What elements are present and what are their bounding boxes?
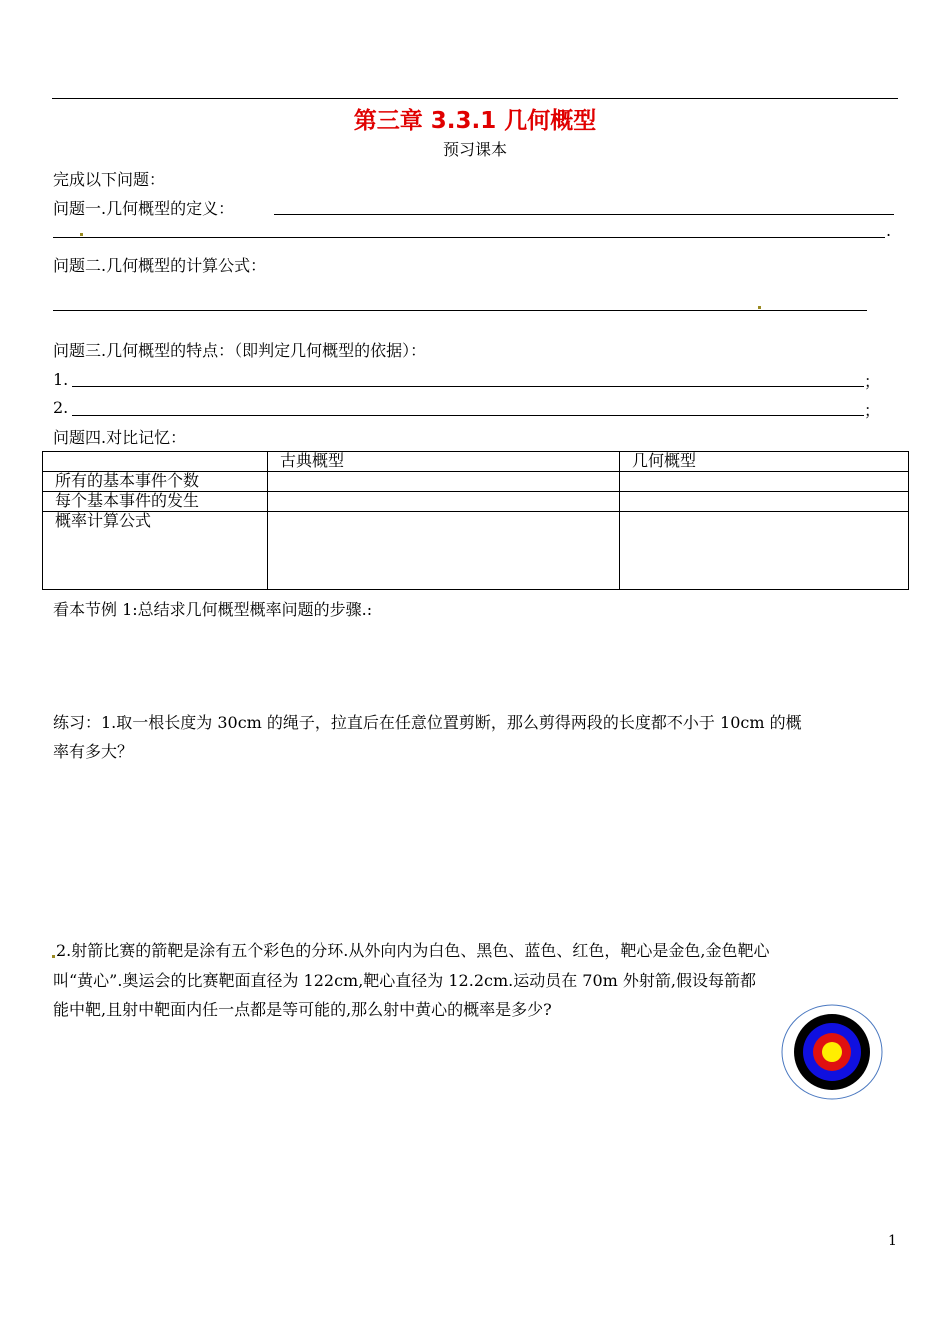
table-header-cell	[43, 452, 268, 472]
table-cell[interactable]	[620, 472, 909, 492]
table-row-label: 所有的基本事件个数	[43, 472, 268, 492]
question-1-tail: .	[886, 221, 892, 240]
table-row	[43, 472, 909, 492]
table-cell[interactable]	[268, 512, 620, 590]
table-header-cell: 古典概型	[268, 452, 620, 472]
question-3-item-2-num: 2.	[53, 398, 69, 417]
table-row-label: 概率计算公式	[43, 512, 268, 590]
table-header-cell: 几何概型	[620, 452, 909, 472]
question-1-answer-line-1[interactable]	[274, 214, 894, 215]
comparison-table	[42, 451, 909, 590]
exercise-2-line-1: 2.射箭比赛的箭靶是涂有五个彩色的分环.从外向内为白色、黑色、蓝色、红色，靶心是金色,金色靶心	[56, 941, 770, 960]
question-3-item-1-end: ；	[864, 372, 881, 391]
question-4-label: 问题四.对比记忆：	[53, 428, 187, 447]
question-1-label: 问题一.几何概型的定义：	[53, 199, 235, 218]
question-3-item-2-line[interactable]	[72, 415, 864, 416]
intro-text: 完成以下问题：	[53, 170, 166, 189]
target-gold-center	[822, 1042, 842, 1062]
table-row-label: 每个基本事件的发生	[43, 492, 268, 512]
stray-mark	[758, 306, 761, 309]
table-cell[interactable]	[268, 492, 620, 512]
archery-target-image	[780, 1004, 884, 1102]
stray-mark	[52, 955, 55, 958]
question-1-answer-line-2[interactable]	[53, 237, 885, 238]
question-3-item-2-end: ；	[864, 401, 881, 420]
page-title: 第三章 3.3.1 几何概型	[353, 108, 597, 134]
exercise-1-line-1: 练习：1.取一根长度为 30cm 的绳子，拉直后在任意位置剪断，那么剪得两段的长度都不小于 10cm 的概	[53, 713, 802, 732]
stray-mark	[80, 233, 83, 236]
question-3-item-1-num: 1.	[53, 370, 69, 389]
table-cell[interactable]	[268, 472, 620, 492]
question-3-item-1-line[interactable]	[72, 386, 864, 387]
question-2-label: 问题二.几何概型的计算公式：	[53, 256, 267, 275]
table-header-row	[43, 452, 909, 472]
table-cell[interactable]	[620, 492, 909, 512]
table-cell[interactable]	[620, 512, 909, 590]
table-row	[43, 512, 909, 590]
header-rule	[52, 98, 898, 99]
page-number: 1	[888, 1233, 897, 1249]
exercise-2-line-2: 叫“黄心”.奥运会的比赛靶面直径为 122cm,靶心直径为 12.2cm.运动员在 70m 外射箭,假设每箭都	[53, 971, 757, 990]
exercise-2-line-3: 能中靶,且射中靶面内任一点都是等可能的,那么射中黄心的概率是多少?	[53, 1000, 552, 1019]
page-subtitle: 预习课本	[442, 140, 507, 159]
question-2-answer-line[interactable]	[53, 310, 867, 311]
question-3-label: 问题三.几何概型的特点：（即判定几何概型的依据）：	[53, 341, 427, 360]
example-note: 看本节例 1:总结求几何概型概率问题的步骤.:	[53, 600, 373, 619]
exercise-1-line-2: 率有多大？	[53, 742, 134, 761]
table-row	[43, 492, 909, 512]
